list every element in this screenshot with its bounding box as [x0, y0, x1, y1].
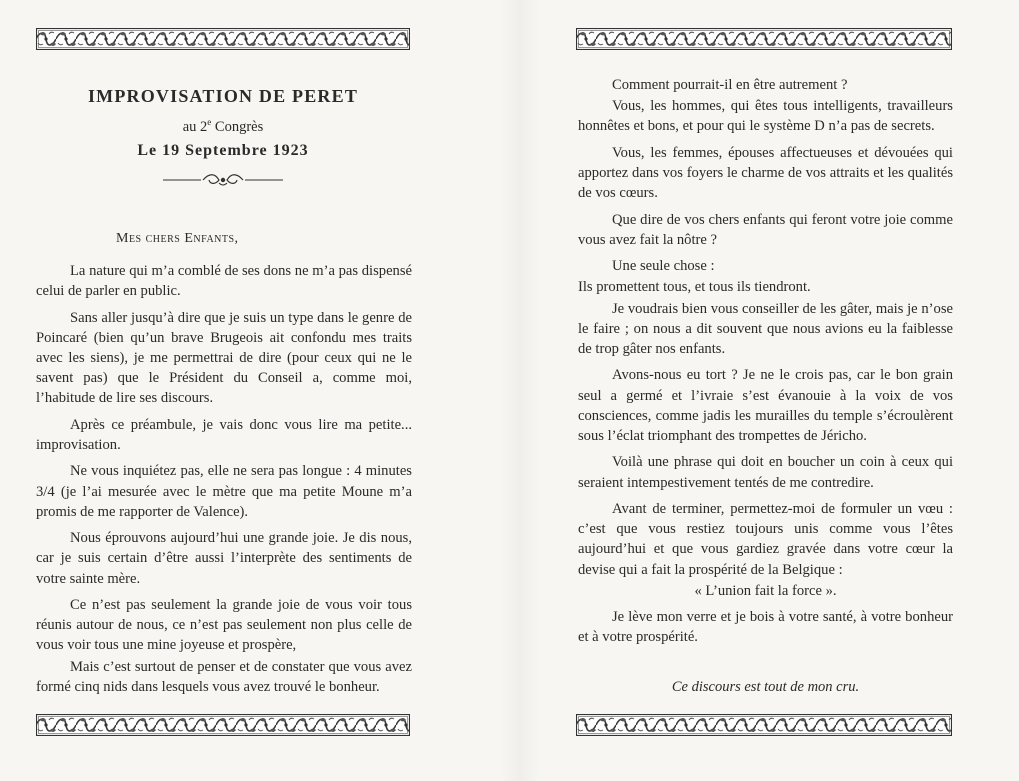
ornamental-border-bottom-icon — [36, 714, 410, 736]
paragraph: Mais c’est surtout de penser et de constater que vous avez formé cinq nids dans lesquels vous avez trouvé le bonheur. — [36, 658, 412, 695]
paragraph: Comment pourrait-il en être autrement ? — [612, 77, 848, 93]
right-page — [560, 0, 1019, 781]
paragraph: Ils promettent tous, et tous ils tiendront. — [578, 279, 811, 296]
flourish-ornament-icon — [163, 172, 283, 188]
paragraph: Voilà une phrase qui doit en boucher un coin à ceux qui seraient intempestivement tentés de me contredire. — [578, 454, 953, 491]
ornamental-border-bottom-icon — [576, 714, 952, 736]
right-body-text — [578, 75, 953, 654]
paragraph: Vous, les femmes, épouses affectueuses et dévouées qui apportez dans vos foyers le charme de vos attraits et les qualités de vos cœurs. — [578, 144, 953, 202]
closing-line: Ce discours est tout de mon cru. — [671, 679, 860, 695]
paragraph: Sans aller jusqu’à dire que je suis un type dans le genre de Poincaré (bien qu’un brave Brugeois ait confondu mes traits avec les siens), je me permettrai de dire (pour ceux qui ne le savent pas) que le Président du Conseil a, comme moi, l’habitude de lire ses discours. — [36, 309, 412, 407]
salutation: Mes chers Enfants, — [116, 231, 239, 246]
paragraph: Une seule chose : — [612, 258, 715, 275]
left-page — [0, 0, 460, 781]
paragraph: Nous éprouvons aujourd’hui une grande joie. Je dis nous, car je suis certain d’être aussi l’interprète des sentiments de votre sainte mère. — [36, 530, 412, 587]
date-line: Le 19 Septembre 1923 — [137, 142, 309, 159]
paragraph: Avant de terminer, permettez-moi de formuler un vœu : c’est que vous restiez toujours unis comme vous l’êtes aujourd’hui et que vous gardiez gravée dans votre cœur la devise qui a fait la prospérité de la Belgique : — [578, 500, 953, 578]
paragraph: La nature qui m’a comblé de ses dons ne m’a pas dispensé celui de parler en public. — [36, 263, 412, 300]
ornamental-border-top-icon — [36, 28, 410, 50]
paragraph: Je lève mon verre et je bois à votre santé, à votre bonheur et à votre prospérité. — [578, 609, 953, 646]
page-title: IMPROVISATION DE PERET — [87, 86, 359, 106]
page-fold — [500, 0, 540, 781]
motto: « L’union fait la force ». — [694, 582, 837, 599]
left-body-text — [36, 261, 412, 703]
paragraph: Après ce préambule, je vais donc vous lire ma petite... improvisation. — [36, 416, 412, 453]
paragraph: Avons-nous eu tort ? Je ne le crois pas, car le bon grain seul a germé et l’ivraie s’est évanouie à la voix de vos consciences, comme jadis les murailles du temple s’écroulèrent sous l’éclat triomphant des trompettes de Jéricho. — [578, 367, 953, 444]
paragraph: Que dire de vos chers enfants qui feront votre joie comme vous avez fait la nôtre ? — [578, 211, 953, 248]
paragraph: Ce n’est pas seulement la grande joie de vous voir tous réunis autour de nous, ce n’est pas seulement non plus celle de vous voir tous une mine joyeuse et prospère, — [36, 596, 412, 654]
paragraph: Je voudrais bien vous conseiller de les gâter, mais je n’ose le faire ; on nous a dit souvent que nous avions eu la faiblesse de trop gâter nos enfants. — [578, 300, 953, 357]
paragraph: Vous, les hommes, qui êtes tous intelligents, travailleurs honnêtes et bons, et pour qui le système D n’a pas de secrets. — [578, 98, 953, 135]
subtitle: au 2e Congrès — [182, 117, 264, 135]
paragraph: Ne vous inquiétez pas, elle ne sera pas longue : 4 minutes 3/4 (je l’ai mesurée avec le mètre que ma petite Moune m’a promis de me rapporter de Valence). — [36, 463, 412, 520]
ornamental-border-top-icon — [576, 28, 952, 50]
